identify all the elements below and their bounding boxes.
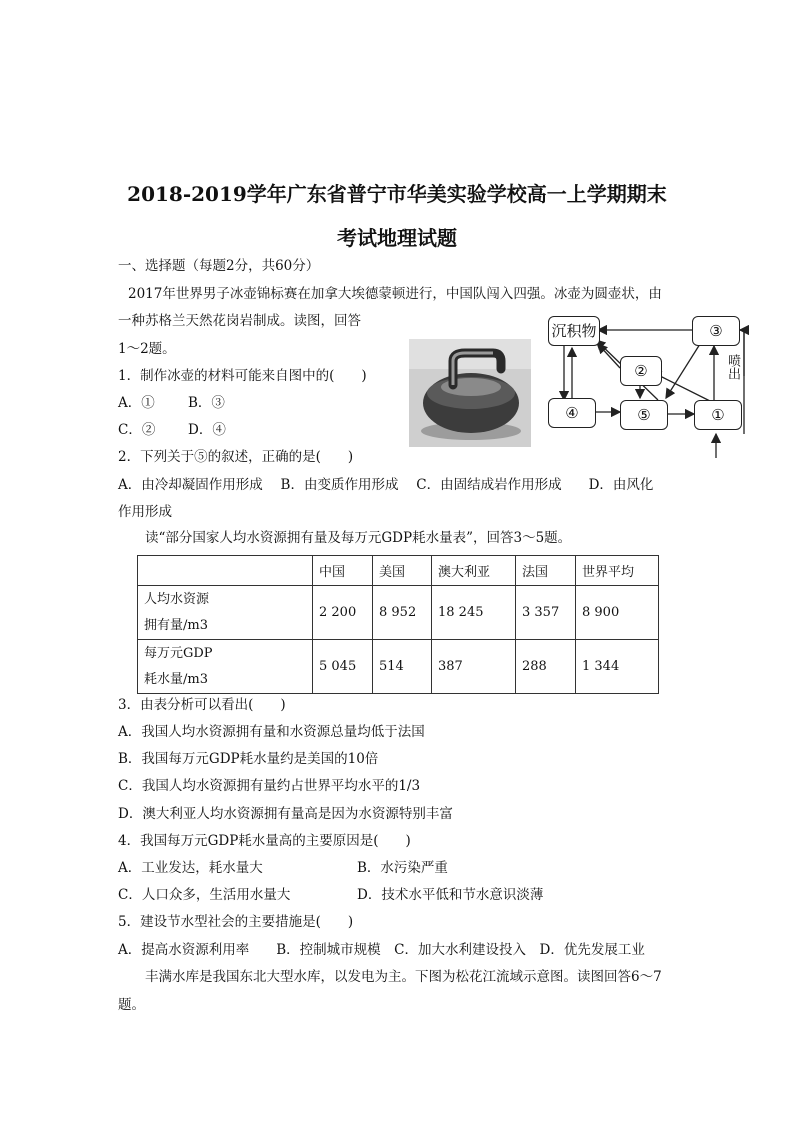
table-row-label — [138, 640, 313, 694]
table-header-cell: 中国 — [313, 556, 373, 586]
question-4-option-d: D．技术水平低和节水意识淡薄 — [357, 887, 544, 903]
table-cell: 2 200 — [313, 586, 373, 640]
table-cell: 1 344 — [576, 640, 659, 694]
question-1-option-d: D．④ — [188, 422, 226, 438]
table-header-row — [138, 556, 659, 586]
question-4-option-b: B．水污染严重 — [357, 860, 448, 876]
table-cell: 514 — [373, 640, 432, 694]
question-1: 1．制作冰壶的材料可能来自图中的( ) — [118, 368, 367, 384]
table-header-cell: 美国 — [373, 556, 432, 586]
section-heading: 一、选择题（每题2分，共60分） — [118, 258, 320, 274]
question-3: 3．由表分析可以看出( ) — [118, 697, 286, 713]
table-header-cell: 法国 — [516, 556, 576, 586]
table-cell: 8 900 — [576, 586, 659, 640]
question-1-option-a: A．① — [118, 395, 155, 411]
row-label-line: 耗水量/m3 — [144, 671, 208, 687]
table-row — [138, 640, 659, 694]
node-5-box: ⑤ — [620, 400, 668, 430]
page-title-line2: 考试地理试题 — [337, 226, 457, 250]
node-1-box: ① — [694, 400, 742, 430]
question-5-options: A．提高水资源利用率 B．控制城市规模 C．加大水利建设投入 D．优先发展工业 — [118, 942, 645, 958]
table-row-label — [138, 586, 313, 640]
intro-paragraph-1a: 2017年世界男子冰壶锦标赛在加拿大埃德蒙顿进行，中国队闯入四强。冰壶为圆壶状，由 — [128, 286, 662, 302]
question-3-option-a: A．我国人均水资源拥有量和水资源总量均低于法国 — [118, 724, 425, 740]
question-4-option-c: C．人口众多，生活用水量大 — [118, 887, 291, 903]
row-label-line: 人均水资源 — [144, 591, 210, 607]
question-1-option-b: B．③ — [188, 395, 225, 411]
question-3-option-b: B．我国每万元GDP耗水量约是美国的10倍 — [118, 751, 379, 767]
table-cell: 5 045 — [313, 640, 373, 694]
question-2-options: A．由冷却凝固作用形成 B．由变质作用形成 C．由固结成岩作用形成 D．由风化 — [118, 477, 654, 493]
eruption-label: 喷出 — [725, 354, 740, 380]
table-row — [138, 586, 659, 640]
intro-paragraph-3b: 题。 — [118, 997, 145, 1013]
row-label-line: 拥有量/m3 — [144, 617, 208, 633]
table-cell: 387 — [432, 640, 516, 694]
node-2-box: ② — [620, 356, 662, 386]
intro-paragraph-2: 读“部分国家人均水资源拥有量及每万元GDP耗水量表”，回答3～5题。 — [145, 530, 572, 546]
curling-stone-photo — [409, 339, 531, 447]
table-header-cell: 澳大利亚 — [432, 556, 516, 586]
page-title-line1: 2018-2019学年广东省普宁市华美实验学校高一上学期期末 — [127, 182, 667, 206]
row-label-line: 每万元GDP — [144, 645, 213, 661]
table-cell: 8 952 — [373, 586, 432, 640]
question-5: 5．建设节水型社会的主要措施是( ) — [118, 914, 354, 930]
table-cell: 18 245 — [432, 586, 516, 640]
question-3-option-d: D．澳大利亚人均水资源拥有量高是因为水资源特别丰富 — [118, 806, 453, 822]
table-header-cell: 世界平均 — [576, 556, 659, 586]
intro-paragraph-1b: 一种苏格兰天然花岗岩制成。读图，回答 — [118, 313, 361, 329]
question-1-option-c: C．② — [118, 422, 156, 438]
node-3-box: ③ — [692, 316, 740, 346]
table-cell: 288 — [516, 640, 576, 694]
table-header-cell — [138, 556, 313, 586]
question-2-options-cont: 作用形成 — [118, 504, 172, 520]
intro-paragraph-1c: 1～2题。 — [118, 341, 176, 357]
question-2: 2．下列关于⑤的叙述，正确的是( ) — [118, 449, 354, 465]
question-4-option-a: A．工业发达，耗水量大 — [118, 860, 263, 876]
rock-cycle-diagram — [540, 310, 750, 460]
water-resource-table — [137, 555, 659, 694]
node-4-box: ④ — [548, 398, 596, 428]
table-cell: 3 357 — [516, 586, 576, 640]
sediment-box: 沉积物 — [548, 316, 600, 346]
question-3-option-c: C．我国人均水资源拥有量约占世界平均水平的1/3 — [118, 778, 421, 794]
question-4: 4．我国每万元GDP耗水量高的主要原因是( ) — [118, 833, 411, 849]
intro-paragraph-3a: 丰满水库是我国东北大型水库，以发电为主。下图为松花江流域示意图。读图回答6～7 — [145, 969, 662, 985]
